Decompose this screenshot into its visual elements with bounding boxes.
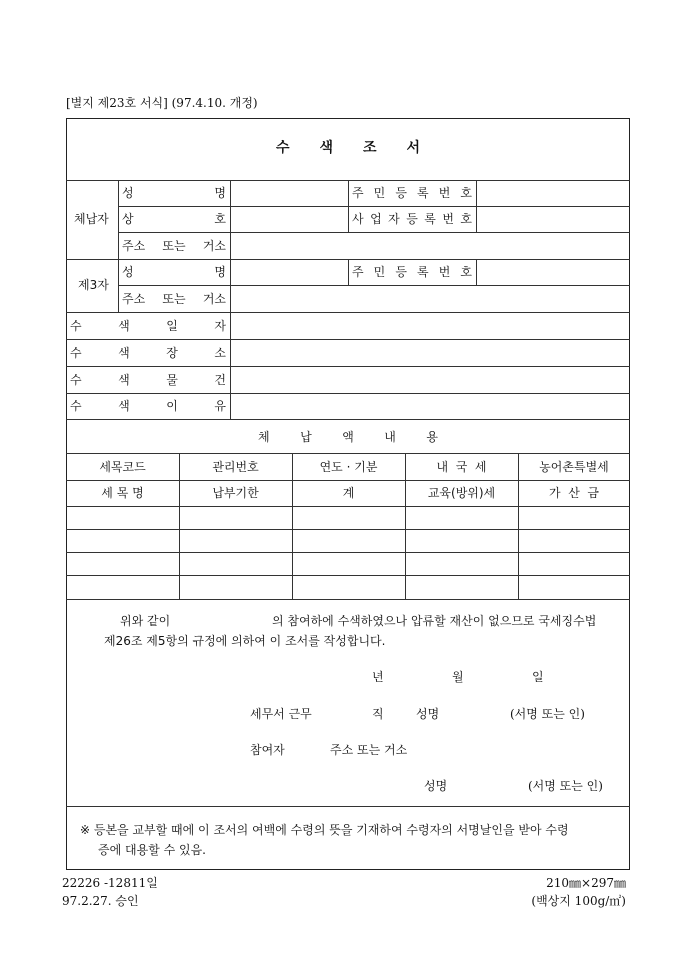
title-char: 서 — [406, 140, 420, 156]
title-char: 색 — [319, 140, 334, 156]
third-party-rrn-label: 주 민 등 록 번 호 — [352, 265, 472, 279]
arrears-header-cell: 세 목 명 — [101, 486, 144, 500]
footer-paper: (백상지 100g/㎡) — [531, 894, 626, 908]
participant-label: 참여자 — [250, 743, 285, 757]
arrears-header-cell: 농어촌특별세 — [539, 460, 609, 474]
footer-size: 210㎜×297㎜ — [546, 876, 626, 890]
search-place-label: 수 색 장 소 — [70, 346, 226, 360]
date-year-label: 년 — [372, 670, 384, 684]
participant-name-label: 성명 — [424, 779, 448, 793]
arrears-header-cell: 납부기한 — [212, 486, 259, 500]
note-text: ※ 등본을 교부할 때에 이 조서의 여백에 수령의 뜻을 기재하여 수령자의 서명날인을 받아 수령 — [80, 823, 569, 837]
taxpayer-address-label: 주소 또는 거소 — [122, 239, 226, 253]
statement-text: 위와 같이 — [120, 614, 171, 628]
office-label: 세무서 근무 — [250, 707, 312, 721]
taxpayer-rrn-label: 주 민 등 록 번 호 — [352, 186, 472, 200]
form-title — [276, 141, 420, 155]
third-party-name-label: 성 명 — [122, 265, 226, 279]
form-caption: [별지 제23호 서식] (97.4.10. 개정) — [66, 96, 258, 110]
name-label: 성명 — [416, 707, 440, 721]
arrears-header-cell: 관리번호 — [212, 460, 259, 474]
footer-code: 22226 -12811일 — [62, 876, 158, 890]
arrears-title: 체 납 액 내 용 — [258, 430, 438, 444]
title-char: 조 — [362, 140, 377, 156]
participant-address-label: 주소 또는 거소 — [330, 743, 408, 757]
title-char: 수 — [276, 140, 290, 156]
search-date-label: 수 색 일 자 — [70, 319, 226, 333]
arrears-header-cell: 교육(방위)세 — [427, 486, 496, 500]
taxpayer-trade-label: 상 호 — [122, 212, 226, 226]
note-text: 증에 대용할 수 있음. — [98, 843, 206, 857]
arrears-header-cell: 가 산 금 — [548, 486, 600, 500]
rank-label: 직 — [372, 707, 384, 721]
arrears-header-cell: 내 국 세 — [436, 460, 487, 474]
date-month-label: 월 — [452, 670, 464, 684]
arrears-header-cell: 세목코드 — [99, 460, 146, 474]
arrears-header-cell: 연도 · 기분 — [319, 460, 378, 474]
search-reason-label: 수 색 이 유 — [70, 399, 226, 413]
statement-text: 의 참여하에 수색하였으나 압류할 재산이 없으므로 국세징수법 — [272, 614, 597, 628]
third-party-group-label: 제3자 — [78, 278, 109, 292]
signature-label: (서명 또는 인) — [510, 707, 585, 721]
taxpayer-group-label: 체납자 — [74, 212, 109, 226]
date-day-label: 일 — [532, 670, 544, 684]
participant-signature-label: (서명 또는 인) — [528, 779, 603, 793]
search-goods-label: 수 색 물 건 — [70, 373, 226, 387]
statement-text: 제26조 제5항의 규정에 의하여 이 조서를 작성합니다. — [104, 634, 386, 648]
third-party-address-label: 주소 또는 거소 — [122, 292, 226, 306]
taxpayer-brn-label: 사 업 자 등 록 번 호 — [352, 212, 472, 226]
footer-approval: 97.2.27. 승인 — [62, 894, 139, 908]
taxpayer-name-label: 성 명 — [122, 186, 226, 200]
arrears-header-cell: 계 — [342, 486, 355, 500]
